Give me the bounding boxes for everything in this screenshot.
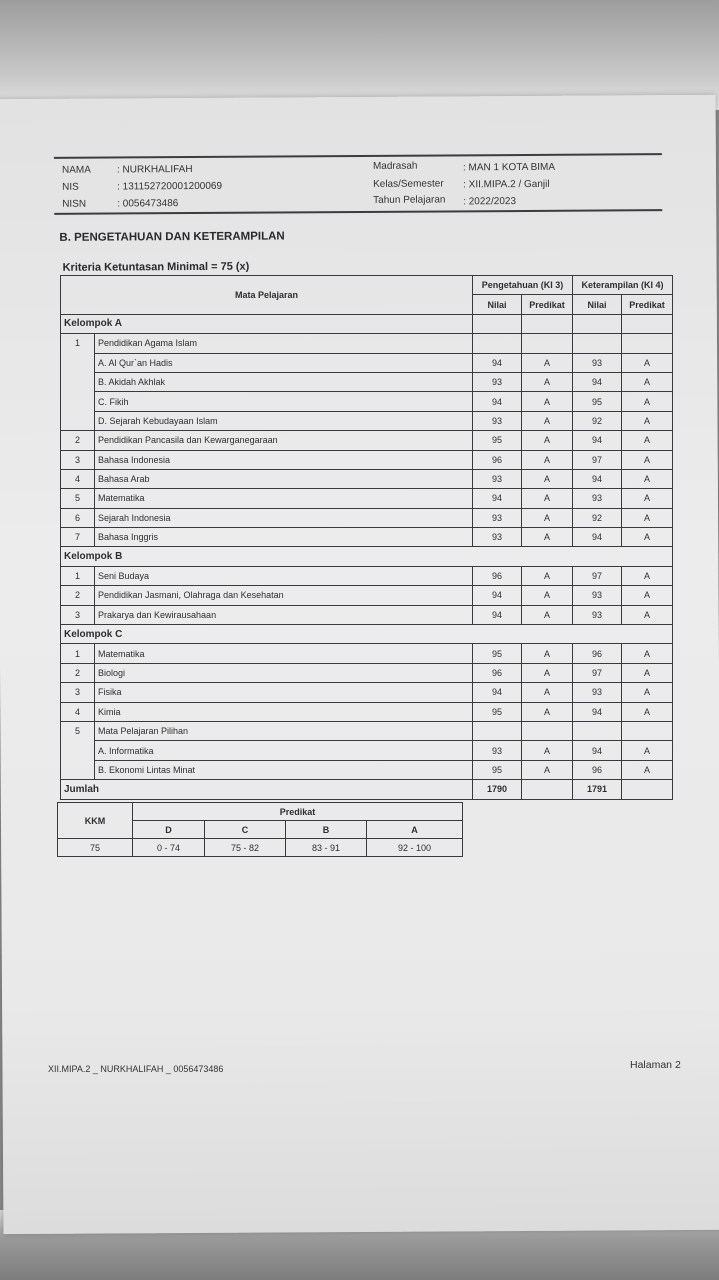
keterampilan-predikat <box>622 334 673 353</box>
keterampilan-nilai: 94 <box>573 431 622 450</box>
header-top-rule <box>54 153 662 159</box>
subject-name: B. Akidah Akhlak <box>95 372 473 391</box>
pengetahuan-predikat: A <box>522 605 573 624</box>
row-number: 2 <box>61 663 95 682</box>
keterampilan-nilai: 93 <box>573 353 622 372</box>
pengetahuan-nilai: 94 <box>473 353 522 372</box>
table-row <box>61 334 673 353</box>
keterampilan-predikat: A <box>622 508 673 527</box>
k-nilai-header: Nilai <box>573 295 622 314</box>
pengetahuan-nilai: 95 <box>473 760 522 779</box>
pengetahuan-nilai <box>473 721 522 740</box>
subject-name: Matematika <box>95 644 473 663</box>
keterampilan-nilai <box>573 334 622 353</box>
keterampilan-nilai: 93 <box>573 605 622 624</box>
pengetahuan-predikat: A <box>522 508 573 527</box>
keterampilan-nilai: 92 <box>573 508 622 527</box>
subject-name: Pendidikan Pancasila dan Kewarganegaraan <box>95 431 473 450</box>
table-row <box>61 469 673 488</box>
group-row <box>61 625 673 644</box>
table-row <box>61 760 673 779</box>
kelas-label: Kelas/Semester <box>373 178 444 190</box>
table-row <box>61 450 673 469</box>
table-row <box>61 586 673 605</box>
kkm-value: 75 <box>58 839 133 857</box>
grade-c: C <box>205 821 286 839</box>
pengetahuan-nilai: 93 <box>473 411 522 430</box>
nama-value: : NURKHALIFAH <box>116 164 193 176</box>
subject-name: Prakarya dan Kewirausahaan <box>95 605 473 624</box>
kkm-header: KKM <box>58 803 133 839</box>
table-row <box>61 411 673 430</box>
keterampilan-nilai: 97 <box>573 663 622 682</box>
total-row <box>61 780 673 799</box>
keterampilan-nilai: 94 <box>573 702 622 721</box>
subject-name: Bahasa Inggris <box>95 528 473 547</box>
pengetahuan-predikat: A <box>522 353 573 372</box>
keterampilan-predikat: A <box>622 392 673 411</box>
subject-name: Sejarah Indonesia <box>95 508 473 527</box>
table-row <box>61 566 673 585</box>
page-number: Halaman 2 <box>630 1059 681 1071</box>
subject-name: Biologi <box>95 663 473 682</box>
pengetahuan-predikat: A <box>522 431 573 450</box>
pengetahuan-nilai: 94 <box>473 605 522 624</box>
pengetahuan-predikat <box>522 721 573 740</box>
pengetahuan-nilai: 93 <box>473 469 522 488</box>
pengetahuan-nilai: 94 <box>473 392 522 411</box>
subject-name: Mata Pelajaran Pilihan <box>95 721 473 740</box>
keterampilan-predikat: A <box>622 528 673 547</box>
row-number <box>61 392 95 411</box>
pengetahuan-predikat: A <box>522 760 573 779</box>
pengetahuan-nilai: 95 <box>473 702 522 721</box>
row-number: 3 <box>61 605 95 624</box>
keterampilan-predikat: A <box>622 411 673 430</box>
table-row <box>61 431 673 450</box>
pengetahuan-nilai: 96 <box>473 663 522 682</box>
keterampilan-predikat: A <box>622 489 673 508</box>
keterampilan-predikat: A <box>622 644 673 663</box>
tahun-label: Tahun Pelajaran <box>373 194 446 206</box>
pengetahuan-predikat: A <box>522 702 573 721</box>
pengetahuan-nilai <box>473 334 522 353</box>
table-row <box>61 372 673 391</box>
grade-b: B <box>286 821 367 839</box>
p-nilai-header: Nilai <box>473 295 522 314</box>
pengetahuan-nilai: 93 <box>473 741 522 760</box>
total-keterampilan: 1791 <box>573 780 622 799</box>
pengetahuan-nilai: 96 <box>473 566 522 585</box>
keterampilan-nilai: 93 <box>573 683 622 702</box>
group-label-c: Kelompok C <box>61 625 673 644</box>
pengetahuan-predikat: A <box>522 469 573 488</box>
row-number: 6 <box>61 508 95 527</box>
keterampilan-predikat: A <box>622 372 673 391</box>
tahun-value: : 2022/2023 <box>463 196 517 208</box>
table-header-row <box>61 276 673 295</box>
range-b: 83 - 91 <box>286 839 367 857</box>
total-pengetahuan: 1790 <box>473 780 522 799</box>
pengetahuan-predikat: A <box>522 411 573 430</box>
pengetahuan-predikat: A <box>522 586 573 605</box>
pengetahuan-nilai: 93 <box>473 508 522 527</box>
keterampilan-nilai: 96 <box>573 760 622 779</box>
table-row <box>61 721 673 740</box>
group-row <box>61 314 673 333</box>
table-row <box>61 644 673 663</box>
keterampilan-predikat: A <box>622 605 673 624</box>
row-number: 1 <box>61 334 95 353</box>
keterampilan-nilai: 97 <box>573 566 622 585</box>
pengetahuan-nilai: 93 <box>473 372 522 391</box>
nama-label: NAMA <box>61 164 91 176</box>
pengetahuan-predikat: A <box>522 644 573 663</box>
header-bottom-rule <box>54 209 662 215</box>
table-row <box>61 605 673 624</box>
keterampilan-predikat: A <box>622 663 673 682</box>
row-number <box>61 741 95 760</box>
row-number <box>61 760 95 779</box>
range-d: 0 - 74 <box>133 839 205 857</box>
total-label: Jumlah <box>61 780 473 799</box>
row-number: 1 <box>61 566 95 585</box>
table-row <box>61 528 673 547</box>
row-number: 1 <box>61 644 95 663</box>
subject-name: Bahasa Indonesia <box>95 450 473 469</box>
pengetahuan-nilai: 95 <box>473 431 522 450</box>
table-row <box>61 392 673 411</box>
row-number: 2 <box>61 586 95 605</box>
pengetahuan-predikat: A <box>522 741 573 760</box>
keterampilan-predikat: A <box>622 702 673 721</box>
group-label-a: Kelompok A <box>61 314 473 333</box>
col-keterampilan-header: Keterampilan (KI 4) <box>573 276 673 295</box>
keterampilan-nilai: 96 <box>573 644 622 663</box>
keterampilan-nilai: 94 <box>573 372 622 391</box>
subject-name: Pendidikan Agama Islam <box>95 334 473 353</box>
background-top <box>0 0 719 110</box>
pengetahuan-predikat: A <box>522 450 573 469</box>
keterampilan-nilai: 95 <box>573 392 622 411</box>
pengetahuan-nilai: 94 <box>473 586 522 605</box>
row-number: 4 <box>61 702 95 721</box>
pengetahuan-nilai: 94 <box>473 489 522 508</box>
row-number: 2 <box>61 431 95 450</box>
group-label-b: Kelompok B <box>61 547 673 566</box>
subject-name: Seni Budaya <box>95 566 473 585</box>
pengetahuan-nilai: 94 <box>473 683 522 702</box>
row-number: 3 <box>61 450 95 469</box>
range-a: 92 - 100 <box>367 839 463 857</box>
keterampilan-predikat: A <box>622 741 673 760</box>
subject-name: D. Sejarah Kebudayaan Islam <box>95 411 473 430</box>
k-predikat-header: Predikat <box>622 295 673 314</box>
pengetahuan-nilai: 93 <box>473 528 522 547</box>
pengetahuan-predikat: A <box>522 528 573 547</box>
table-row <box>61 353 673 372</box>
keterampilan-predikat: A <box>622 469 673 488</box>
kelas-value: : XII.MIPA.2 / Ganjil <box>463 178 550 191</box>
p-predikat-header: Predikat <box>522 295 573 314</box>
footer-identifier: XII.MIPA.2 _ NURKHALIFAH _ 0056473486 <box>48 1064 224 1074</box>
nis-value: : 131152720001200069 <box>117 180 223 193</box>
subject-name: A. Informatika <box>95 741 473 760</box>
pengetahuan-predikat <box>522 334 573 353</box>
row-number: 3 <box>61 683 95 702</box>
keterampilan-nilai: 94 <box>573 528 622 547</box>
pengetahuan-predikat: A <box>522 663 573 682</box>
kkm-table <box>57 802 463 857</box>
keterampilan-nilai: 93 <box>573 489 622 508</box>
nis-label: NIS <box>62 181 79 193</box>
nisn-value: : 0056473486 <box>117 198 179 210</box>
table-row <box>61 508 673 527</box>
keterampilan-nilai: 93 <box>573 586 622 605</box>
group-row <box>61 547 673 566</box>
keterampilan-predikat: A <box>622 353 673 372</box>
row-number: 5 <box>61 489 95 508</box>
grade-d: D <box>133 821 205 839</box>
range-c: 75 - 82 <box>205 839 286 857</box>
row-number <box>61 353 95 372</box>
grade-a: A <box>367 821 463 839</box>
pengetahuan-nilai: 95 <box>473 644 522 663</box>
kkm-title: Kriteria Ketuntasan Minimal = 75 (x) <box>62 260 250 274</box>
row-number: 5 <box>61 721 95 740</box>
nisn-label: NISN <box>62 198 87 210</box>
keterampilan-predikat: A <box>622 586 673 605</box>
col-pengetahuan-header: Pengetahuan (KI 3) <box>473 276 573 295</box>
table-row <box>61 741 673 760</box>
row-number: 7 <box>61 528 95 547</box>
pengetahuan-predikat: A <box>522 372 573 391</box>
subject-name: Kimia <box>95 702 473 721</box>
keterampilan-predikat: A <box>622 431 673 450</box>
keterampilan-predikat <box>622 721 673 740</box>
col-subject-header: Mata Pelajaran <box>61 276 473 315</box>
keterampilan-nilai: 94 <box>573 741 622 760</box>
madrasah-label: Madrasah <box>372 160 418 172</box>
subject-name: Pendidikan Jasmani, Olahraga dan Kesehatan <box>95 586 473 605</box>
row-number <box>61 411 95 430</box>
pengetahuan-predikat: A <box>522 566 573 585</box>
keterampilan-predikat: A <box>622 566 673 585</box>
keterampilan-nilai: 94 <box>573 469 622 488</box>
section-title: B. PENGETAHUAN DAN KETERAMPILAN <box>59 230 285 244</box>
keterampilan-nilai: 92 <box>573 411 622 430</box>
table-row <box>61 489 673 508</box>
predikat-header: Predikat <box>133 803 463 821</box>
keterampilan-nilai: 97 <box>573 450 622 469</box>
keterampilan-nilai <box>573 721 622 740</box>
grades-table <box>60 275 673 800</box>
subject-name: C. Fikih <box>95 392 473 411</box>
pengetahuan-nilai: 96 <box>473 450 522 469</box>
subject-name: Fisika <box>95 683 473 702</box>
pengetahuan-predikat: A <box>522 683 573 702</box>
keterampilan-predikat: A <box>622 760 673 779</box>
madrasah-value: : MAN 1 KOTA BIMA <box>462 161 556 174</box>
keterampilan-predikat: A <box>622 683 673 702</box>
table-row <box>61 663 673 682</box>
subject-name: B. Ekonomi Lintas Minat <box>95 760 473 779</box>
subject-name: A. Al Qur`an Hadis <box>95 353 473 372</box>
row-number <box>61 372 95 391</box>
subject-name: Bahasa Arab <box>95 469 473 488</box>
pengetahuan-predikat: A <box>522 392 573 411</box>
subject-name: Matematika <box>95 489 473 508</box>
table-row <box>61 702 673 721</box>
pengetahuan-predikat: A <box>522 489 573 508</box>
table-row <box>61 683 673 702</box>
row-number: 4 <box>61 469 95 488</box>
keterampilan-predikat: A <box>622 450 673 469</box>
